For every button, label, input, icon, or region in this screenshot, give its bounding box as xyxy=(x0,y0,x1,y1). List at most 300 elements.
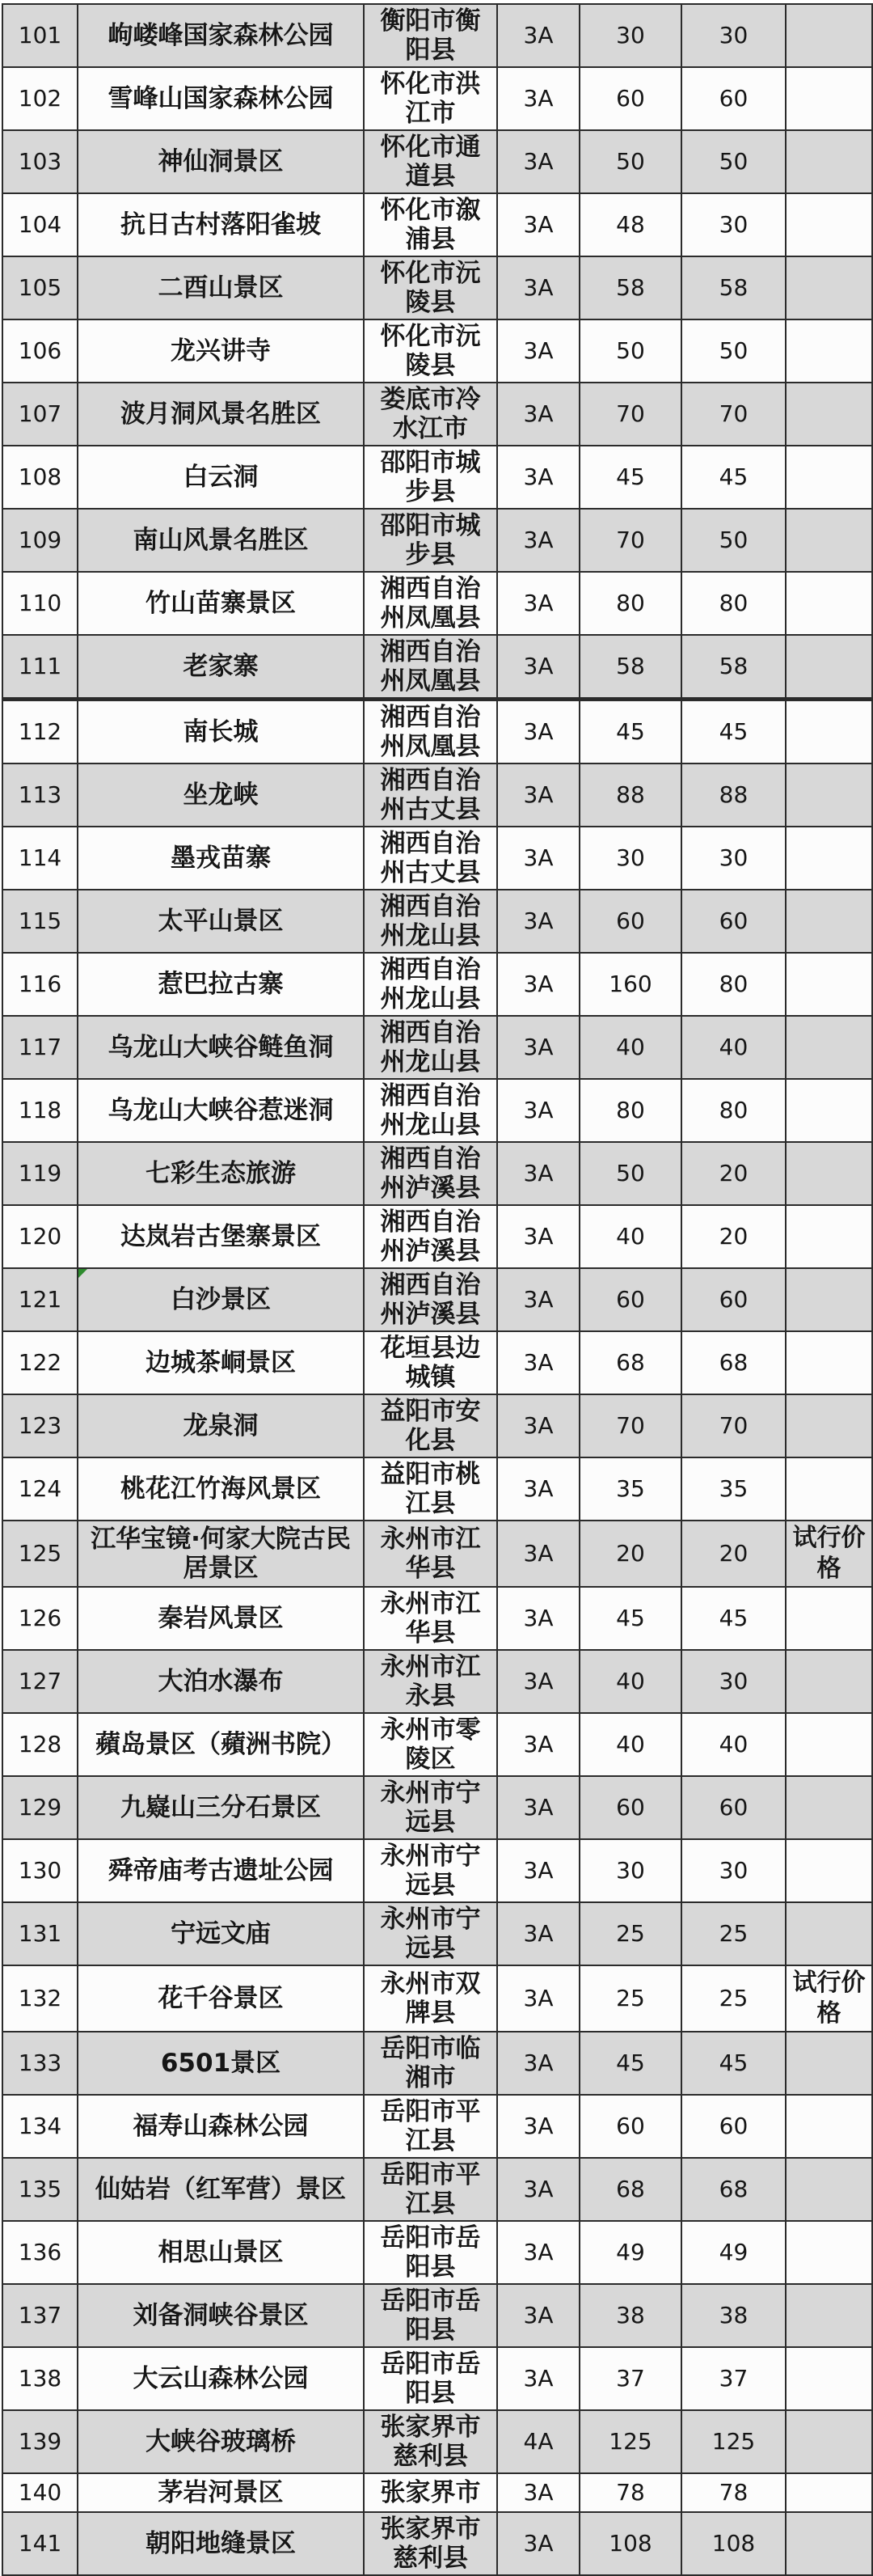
note-cell xyxy=(786,1331,872,1394)
scenic-area-name: 雪峰山国家森林公园 xyxy=(108,84,334,113)
note-cell xyxy=(786,1839,872,1902)
location-cell: 湘西自治州泸溪县 xyxy=(364,1205,497,1268)
note-cell xyxy=(786,1457,872,1521)
scenic-area-name-cell xyxy=(78,2221,364,2284)
scenic-area-name-cell xyxy=(78,1587,364,1650)
rating-cell: 3A xyxy=(497,319,580,383)
table-row xyxy=(2,572,872,635)
scenic-area-name: 茅岩河景区 xyxy=(158,2478,284,2507)
rating-cell: 3A xyxy=(497,256,580,319)
offseason-price-cell: 108 xyxy=(681,2512,786,2575)
note-cell xyxy=(786,193,872,256)
offseason-price-cell: 125 xyxy=(681,2410,786,2473)
note-cell xyxy=(786,1713,872,1776)
note-cell xyxy=(786,763,872,827)
row-number-cell: 135 xyxy=(2,2158,78,2221)
location-cell: 张家界市慈利县 xyxy=(364,2512,497,2575)
location-cell: 娄底市冷水江市 xyxy=(364,383,497,446)
row-number-cell: 104 xyxy=(2,193,78,256)
rating-cell: 3A xyxy=(497,827,580,890)
table-row xyxy=(2,4,872,67)
table-row xyxy=(2,1331,872,1394)
location-cell: 怀化市沅陵县 xyxy=(364,319,497,383)
offseason-price-cell: 30 xyxy=(681,1650,786,1713)
offseason-price-cell: 40 xyxy=(681,1016,786,1079)
note-cell xyxy=(786,130,872,193)
scenic-area-name: 相思山景区 xyxy=(158,2238,284,2267)
scenic-area-name: 边城茶峒景区 xyxy=(146,1348,296,1377)
location-cell: 湘西自治州龙山县 xyxy=(364,1079,497,1142)
scenic-area-name: 竹山苗寨景区 xyxy=(146,589,296,618)
rating-cell: 3A xyxy=(497,1205,580,1268)
location-cell: 湘西自治州龙山县 xyxy=(364,1016,497,1079)
rating-cell: 3A xyxy=(497,572,580,635)
offseason-price-cell: 38 xyxy=(681,2284,786,2347)
table-row xyxy=(2,1902,872,1965)
location-cell: 益阳市安化县 xyxy=(364,1394,497,1457)
rating-cell: 3A xyxy=(497,635,580,700)
offseason-price-cell: 70 xyxy=(681,1394,786,1457)
price-cell: 48 xyxy=(580,193,681,256)
scenic-area-name: 大泊水瀑布 xyxy=(158,1667,284,1696)
scenic-area-name-cell xyxy=(78,4,364,67)
table-row xyxy=(2,1650,872,1713)
location-cell: 岳阳市平江县 xyxy=(364,2158,497,2221)
scenic-area-name-cell xyxy=(78,763,364,827)
table-row xyxy=(2,1965,872,2032)
scenic-area-name-cell xyxy=(78,1902,364,1965)
row-number-cell: 137 xyxy=(2,2284,78,2347)
scenic-area-name-cell xyxy=(78,2347,364,2410)
rating-cell: 3A xyxy=(497,509,580,572)
price-cell: 50 xyxy=(580,130,681,193)
rating-cell: 3A xyxy=(497,1587,580,1650)
scenic-area-name-cell xyxy=(78,1776,364,1839)
offseason-price-cell: 60 xyxy=(681,890,786,953)
note-cell xyxy=(786,827,872,890)
table-row xyxy=(2,2410,872,2473)
offseason-price-cell: 58 xyxy=(681,635,786,700)
location-cell: 湘西自治州泸溪县 xyxy=(364,1268,497,1331)
scenic-area-name-cell xyxy=(78,1521,364,1587)
row-number-cell: 140 xyxy=(2,2473,78,2512)
row-number-cell: 114 xyxy=(2,827,78,890)
scenic-area-name-cell xyxy=(78,700,364,764)
price-cell: 58 xyxy=(580,256,681,319)
offseason-price-cell: 45 xyxy=(681,1587,786,1650)
offseason-price-cell: 37 xyxy=(681,2347,786,2410)
offseason-price-cell: 20 xyxy=(681,1521,786,1587)
scenic-area-price-list-page xyxy=(0,3,873,2576)
location-cell: 永州市江华县 xyxy=(364,1587,497,1650)
scenic-area-name-cell xyxy=(78,319,364,383)
location-cell: 怀化市溆浦县 xyxy=(364,193,497,256)
price-cell: 45 xyxy=(580,700,681,764)
scenic-area-name-cell xyxy=(78,509,364,572)
scenic-area-name-cell xyxy=(78,1394,364,1457)
rating-cell: 3A xyxy=(497,67,580,130)
offseason-price-cell: 88 xyxy=(681,763,786,827)
scenic-area-name: 龙泉洞 xyxy=(183,1411,259,1440)
table-row xyxy=(2,446,872,509)
note-cell xyxy=(786,2032,872,2095)
rating-cell: 3A xyxy=(497,1965,580,2032)
rating-cell: 3A xyxy=(497,700,580,764)
table-row xyxy=(2,953,872,1016)
scenic-area-name-cell xyxy=(78,2095,364,2158)
rating-cell: 3A xyxy=(497,1016,580,1079)
row-number-cell: 105 xyxy=(2,256,78,319)
table-row xyxy=(2,2347,872,2410)
scenic-area-name-cell xyxy=(78,2284,364,2347)
scenic-area-name: 龙兴讲寺 xyxy=(171,336,271,366)
table-row xyxy=(2,700,872,764)
location-cell: 湘西自治州龙山县 xyxy=(364,953,497,1016)
location-cell: 花垣县边城镇 xyxy=(364,1331,497,1394)
offseason-price-cell: 50 xyxy=(681,509,786,572)
note-cell xyxy=(786,1268,872,1331)
table-row xyxy=(2,509,872,572)
row-number-cell: 118 xyxy=(2,1079,78,1142)
scenic-area-name: 太平山景区 xyxy=(158,907,284,936)
offseason-price-cell: 60 xyxy=(681,67,786,130)
offseason-price-cell: 25 xyxy=(681,1965,786,2032)
rating-cell: 3A xyxy=(497,1457,580,1521)
scenic-area-name-cell xyxy=(78,383,364,446)
price-cell: 70 xyxy=(580,509,681,572)
table-row xyxy=(2,2473,872,2512)
scenic-area-name-cell xyxy=(78,635,364,700)
rating-cell: 3A xyxy=(497,1713,580,1776)
scenic-area-name: 宁远文庙 xyxy=(171,1919,271,1948)
scenic-area-name: 仙姑岩（红军营）景区 xyxy=(95,2175,346,2204)
table-row xyxy=(2,67,872,130)
row-number-cell: 108 xyxy=(2,446,78,509)
note-cell: 试行价格 xyxy=(786,1521,872,1587)
offseason-price-cell: 80 xyxy=(681,953,786,1016)
table-row xyxy=(2,1776,872,1839)
row-number-cell: 116 xyxy=(2,953,78,1016)
scenic-area-name-cell xyxy=(78,827,364,890)
scenic-area-name: 乌龙山大峡谷鲢鱼洞 xyxy=(108,1033,334,1062)
table-row xyxy=(2,2158,872,2221)
location-cell: 永州市宁远县 xyxy=(364,1839,497,1902)
location-cell: 湘西自治州古丈县 xyxy=(364,763,497,827)
row-number-cell: 102 xyxy=(2,67,78,130)
offseason-price-cell: 30 xyxy=(681,4,786,67)
scenic-area-name: 桃花江竹海风景区 xyxy=(120,1474,321,1504)
scenic-area-name-cell xyxy=(78,2158,364,2221)
location-cell: 湘西自治州凤凰县 xyxy=(364,572,497,635)
offseason-price-cell: 60 xyxy=(681,1268,786,1331)
row-number-cell: 128 xyxy=(2,1713,78,1776)
price-cell: 30 xyxy=(580,827,681,890)
scenic-area-name: 福寿山森林公园 xyxy=(133,2112,309,2141)
price-cell: 108 xyxy=(580,2512,681,2575)
price-cell: 45 xyxy=(580,1587,681,1650)
scenic-area-name-cell xyxy=(78,1965,364,2032)
price-cell: 30 xyxy=(580,1839,681,1902)
price-table-body xyxy=(2,4,872,2575)
row-number-cell: 121 xyxy=(2,1268,78,1331)
price-cell: 25 xyxy=(580,1902,681,1965)
row-number-cell: 111 xyxy=(2,635,78,700)
table-row xyxy=(2,383,872,446)
scenic-area-name-cell xyxy=(78,1142,364,1205)
rating-cell: 3A xyxy=(497,1776,580,1839)
scenic-area-name: 老家寨 xyxy=(183,652,259,681)
row-number-cell: 136 xyxy=(2,2221,78,2284)
price-cell: 60 xyxy=(580,1268,681,1331)
rating-cell: 3A xyxy=(497,1079,580,1142)
location-cell: 湘西自治州古丈县 xyxy=(364,827,497,890)
note-cell xyxy=(786,1650,872,1713)
scenic-area-name-cell xyxy=(78,1079,364,1142)
offseason-price-cell: 78 xyxy=(681,2473,786,2512)
row-number-cell: 133 xyxy=(2,2032,78,2095)
rating-cell: 3A xyxy=(497,2347,580,2410)
scenic-area-name: 抗日古村落阳雀坡 xyxy=(120,210,321,239)
scenic-area-name-cell xyxy=(78,1205,364,1268)
offseason-price-cell: 20 xyxy=(681,1205,786,1268)
offseason-price-cell: 20 xyxy=(681,1142,786,1205)
table-row xyxy=(2,1079,872,1142)
scenic-area-name-cell xyxy=(78,2032,364,2095)
price-cell: 30 xyxy=(580,4,681,67)
location-cell: 湘西自治州凤凰县 xyxy=(364,700,497,764)
scenic-area-name-cell xyxy=(78,1839,364,1902)
offseason-price-cell: 80 xyxy=(681,572,786,635)
scenic-area-name: 秦岩风景区 xyxy=(158,1604,284,1633)
price-cell: 49 xyxy=(580,2221,681,2284)
price-cell: 70 xyxy=(580,383,681,446)
rating-cell: 3A xyxy=(497,1521,580,1587)
note-cell xyxy=(786,700,872,764)
scenic-area-name: 墨戎苗寨 xyxy=(171,844,271,873)
price-cell: 160 xyxy=(580,953,681,1016)
scenic-area-price-table xyxy=(2,3,873,2576)
row-number-cell: 122 xyxy=(2,1331,78,1394)
rating-cell: 3A xyxy=(497,2512,580,2575)
row-number-cell: 107 xyxy=(2,383,78,446)
row-number-cell: 112 xyxy=(2,700,78,764)
rating-cell: 3A xyxy=(497,130,580,193)
note-cell xyxy=(786,2284,872,2347)
offseason-price-cell: 68 xyxy=(681,1331,786,1394)
scenic-area-name-cell xyxy=(78,256,364,319)
scenic-area-name: 七彩生态旅游 xyxy=(146,1159,296,1188)
location-cell: 湘西自治州凤凰县 xyxy=(364,635,497,700)
row-number-cell: 126 xyxy=(2,1587,78,1650)
note-cell xyxy=(786,1016,872,1079)
price-cell: 68 xyxy=(580,2158,681,2221)
offseason-price-cell: 25 xyxy=(681,1902,786,1965)
table-row xyxy=(2,1394,872,1457)
note-cell xyxy=(786,2347,872,2410)
price-cell: 25 xyxy=(580,1965,681,2032)
table-row xyxy=(2,1142,872,1205)
scenic-area-name: 波月洞风景名胜区 xyxy=(120,400,321,429)
location-cell: 怀化市通道县 xyxy=(364,130,497,193)
price-cell: 78 xyxy=(580,2473,681,2512)
price-cell: 60 xyxy=(580,67,681,130)
rating-cell: 3A xyxy=(497,2158,580,2221)
offseason-price-cell: 30 xyxy=(681,193,786,256)
rating-cell: 3A xyxy=(497,193,580,256)
location-cell: 湘西自治州龙山县 xyxy=(364,890,497,953)
location-cell: 张家界市慈利县 xyxy=(364,2410,497,2473)
row-number-cell: 106 xyxy=(2,319,78,383)
location-cell: 岳阳市临湘市 xyxy=(364,2032,497,2095)
note-cell xyxy=(786,2473,872,2512)
table-row xyxy=(2,1205,872,1268)
scenic-area-name: 大云山森林公园 xyxy=(133,2364,309,2393)
note-cell xyxy=(786,1079,872,1142)
scenic-area-name: 花千谷景区 xyxy=(158,1984,284,2013)
note-cell xyxy=(786,1902,872,1965)
note-cell xyxy=(786,319,872,383)
note-cell xyxy=(786,1205,872,1268)
row-number-cell: 125 xyxy=(2,1521,78,1587)
table-row xyxy=(2,2221,872,2284)
row-number-cell: 131 xyxy=(2,1902,78,1965)
table-row xyxy=(2,763,872,827)
location-cell: 永州市宁远县 xyxy=(364,1902,497,1965)
scenic-area-name: 岣嵝峰国家森林公园 xyxy=(108,21,334,50)
note-cell xyxy=(786,383,872,446)
row-number-cell: 115 xyxy=(2,890,78,953)
offseason-price-cell: 60 xyxy=(681,1776,786,1839)
location-cell: 岳阳市平江县 xyxy=(364,2095,497,2158)
scenic-area-name-cell xyxy=(78,1016,364,1079)
location-cell: 岳阳市岳阳县 xyxy=(364,2284,497,2347)
location-cell: 湘西自治州泸溪县 xyxy=(364,1142,497,1205)
offseason-price-cell: 60 xyxy=(681,2095,786,2158)
row-number-cell: 132 xyxy=(2,1965,78,2032)
location-cell: 永州市零陵区 xyxy=(364,1713,497,1776)
scenic-area-name-cell xyxy=(78,572,364,635)
scenic-area-name-cell xyxy=(78,1713,364,1776)
price-cell: 60 xyxy=(580,2095,681,2158)
offseason-price-cell: 30 xyxy=(681,827,786,890)
rating-cell: 3A xyxy=(497,1650,580,1713)
row-number-cell: 120 xyxy=(2,1205,78,1268)
row-number-cell: 124 xyxy=(2,1457,78,1521)
price-cell: 70 xyxy=(580,1394,681,1457)
price-cell: 40 xyxy=(580,1205,681,1268)
row-number-cell: 119 xyxy=(2,1142,78,1205)
scenic-area-name: 乌龙山大峡谷惹迷洞 xyxy=(108,1096,334,1125)
table-row xyxy=(2,2095,872,2158)
table-row xyxy=(2,193,872,256)
table-row xyxy=(2,2032,872,2095)
offseason-price-cell: 68 xyxy=(681,2158,786,2221)
rating-cell: 3A xyxy=(497,2284,580,2347)
note-cell xyxy=(786,635,872,700)
location-cell: 衡阳市衡阳县 xyxy=(364,4,497,67)
scenic-area-name: 江华宝镜·何家大院古民居景区 xyxy=(91,1525,351,1583)
note-cell xyxy=(786,1142,872,1205)
table-row xyxy=(2,319,872,383)
price-cell: 80 xyxy=(580,1079,681,1142)
scenic-area-name: 二酉山景区 xyxy=(158,273,284,302)
price-cell: 20 xyxy=(580,1521,681,1587)
note-cell xyxy=(786,953,872,1016)
note-cell xyxy=(786,572,872,635)
scenic-area-name: 九嶷山三分石景区 xyxy=(120,1793,321,1822)
note-cell xyxy=(786,1587,872,1650)
location-cell: 永州市江华县 xyxy=(364,1521,497,1587)
table-row xyxy=(2,2512,872,2575)
offseason-price-cell: 50 xyxy=(681,130,786,193)
offseason-price-cell: 45 xyxy=(681,700,786,764)
table-row xyxy=(2,827,872,890)
scenic-area-name: 达岚岩古堡寨景区 xyxy=(120,1222,321,1251)
offseason-price-cell: 70 xyxy=(681,383,786,446)
scenic-area-name-cell xyxy=(78,446,364,509)
location-cell: 邵阳市城步县 xyxy=(364,509,497,572)
scenic-area-name-cell xyxy=(78,1650,364,1713)
offseason-price-cell: 45 xyxy=(681,446,786,509)
scenic-area-name: 白沙景区 xyxy=(171,1285,271,1314)
rating-cell: 3A xyxy=(497,446,580,509)
price-cell: 60 xyxy=(580,1776,681,1839)
scenic-area-name-cell xyxy=(78,2410,364,2473)
price-cell: 60 xyxy=(580,890,681,953)
rating-cell: 3A xyxy=(497,890,580,953)
row-number-cell: 113 xyxy=(2,763,78,827)
row-number-cell: 139 xyxy=(2,2410,78,2473)
offseason-price-cell: 49 xyxy=(681,2221,786,2284)
location-cell: 怀化市洪江市 xyxy=(364,67,497,130)
scenic-area-name: 白云洞 xyxy=(183,463,259,492)
price-cell: 88 xyxy=(580,763,681,827)
rating-cell: 3A xyxy=(497,1142,580,1205)
location-cell: 益阳市桃江县 xyxy=(364,1457,497,1521)
scenic-area-name: 坐龙峡 xyxy=(183,780,259,810)
row-number-cell: 117 xyxy=(2,1016,78,1079)
row-number-cell: 109 xyxy=(2,509,78,572)
rating-cell: 3A xyxy=(497,1268,580,1331)
table-row xyxy=(2,256,872,319)
row-number-cell: 138 xyxy=(2,2347,78,2410)
note-cell xyxy=(786,509,872,572)
scenic-area-name-cell xyxy=(78,1457,364,1521)
scenic-area-name: 大峡谷玻璃桥 xyxy=(146,2427,296,2456)
price-cell: 58 xyxy=(580,635,681,700)
row-number-cell: 134 xyxy=(2,2095,78,2158)
table-row xyxy=(2,890,872,953)
row-number-cell: 141 xyxy=(2,2512,78,2575)
location-cell: 邵阳市城步县 xyxy=(364,446,497,509)
table-row xyxy=(2,1268,872,1331)
price-cell: 35 xyxy=(580,1457,681,1521)
note-cell xyxy=(786,4,872,67)
table-row xyxy=(2,1839,872,1902)
offseason-price-cell: 35 xyxy=(681,1457,786,1521)
table-row xyxy=(2,130,872,193)
scenic-area-name-cell xyxy=(78,1268,364,1331)
scenic-area-name-cell xyxy=(78,1331,364,1394)
note-cell xyxy=(786,2410,872,2473)
table-row xyxy=(2,1457,872,1521)
table-row xyxy=(2,1521,872,1587)
rating-cell: 3A xyxy=(497,1331,580,1394)
price-cell: 40 xyxy=(580,1016,681,1079)
note-cell xyxy=(786,2221,872,2284)
note-cell xyxy=(786,1776,872,1839)
scenic-area-name-cell xyxy=(78,953,364,1016)
